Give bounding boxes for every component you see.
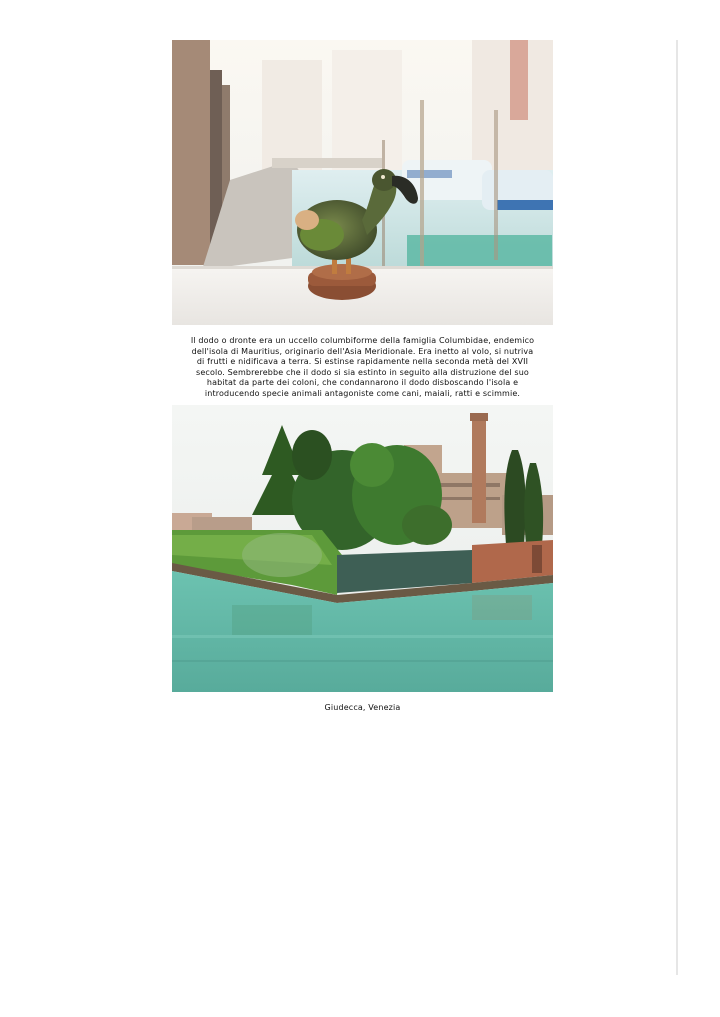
dodo-figurine-photo <box>172 40 553 325</box>
dodo-figurine-image <box>172 40 553 325</box>
dodo-caption-line: introducendo specie animali antagoniste come cani, maiali, ratti e scimmie. <box>204 388 521 398</box>
page-edge-line <box>676 40 678 975</box>
dodo-caption-line: habitat da parte dei coloni, che condannarono il dodo disboscando l'isola e <box>206 378 519 388</box>
dodo-caption-line: dell'isola di Mauritius, originario dell'Asia Meridionale. Era inetto al volo, si nutriva <box>191 346 534 356</box>
giudecca-photo <box>172 405 553 692</box>
giudecca-caption <box>172 703 553 714</box>
dodo-caption <box>172 336 553 400</box>
giudecca-caption-line: Giudecca, Venezia <box>324 703 401 712</box>
dodo-caption-line: Il dodo o dronte era un uccello columbiforme della famiglia Columbidae, endemico <box>190 336 535 345</box>
dodo-caption-line: di frutti e nidificava a terra. Si estinse rapidamente nella seconda metà del XVII <box>196 357 529 367</box>
dodo-caption-line: secolo. Sembrerebbe che il dodo si sia estinto in seguito alla distruzione del suo <box>196 367 529 377</box>
giudecca-image <box>172 405 553 692</box>
